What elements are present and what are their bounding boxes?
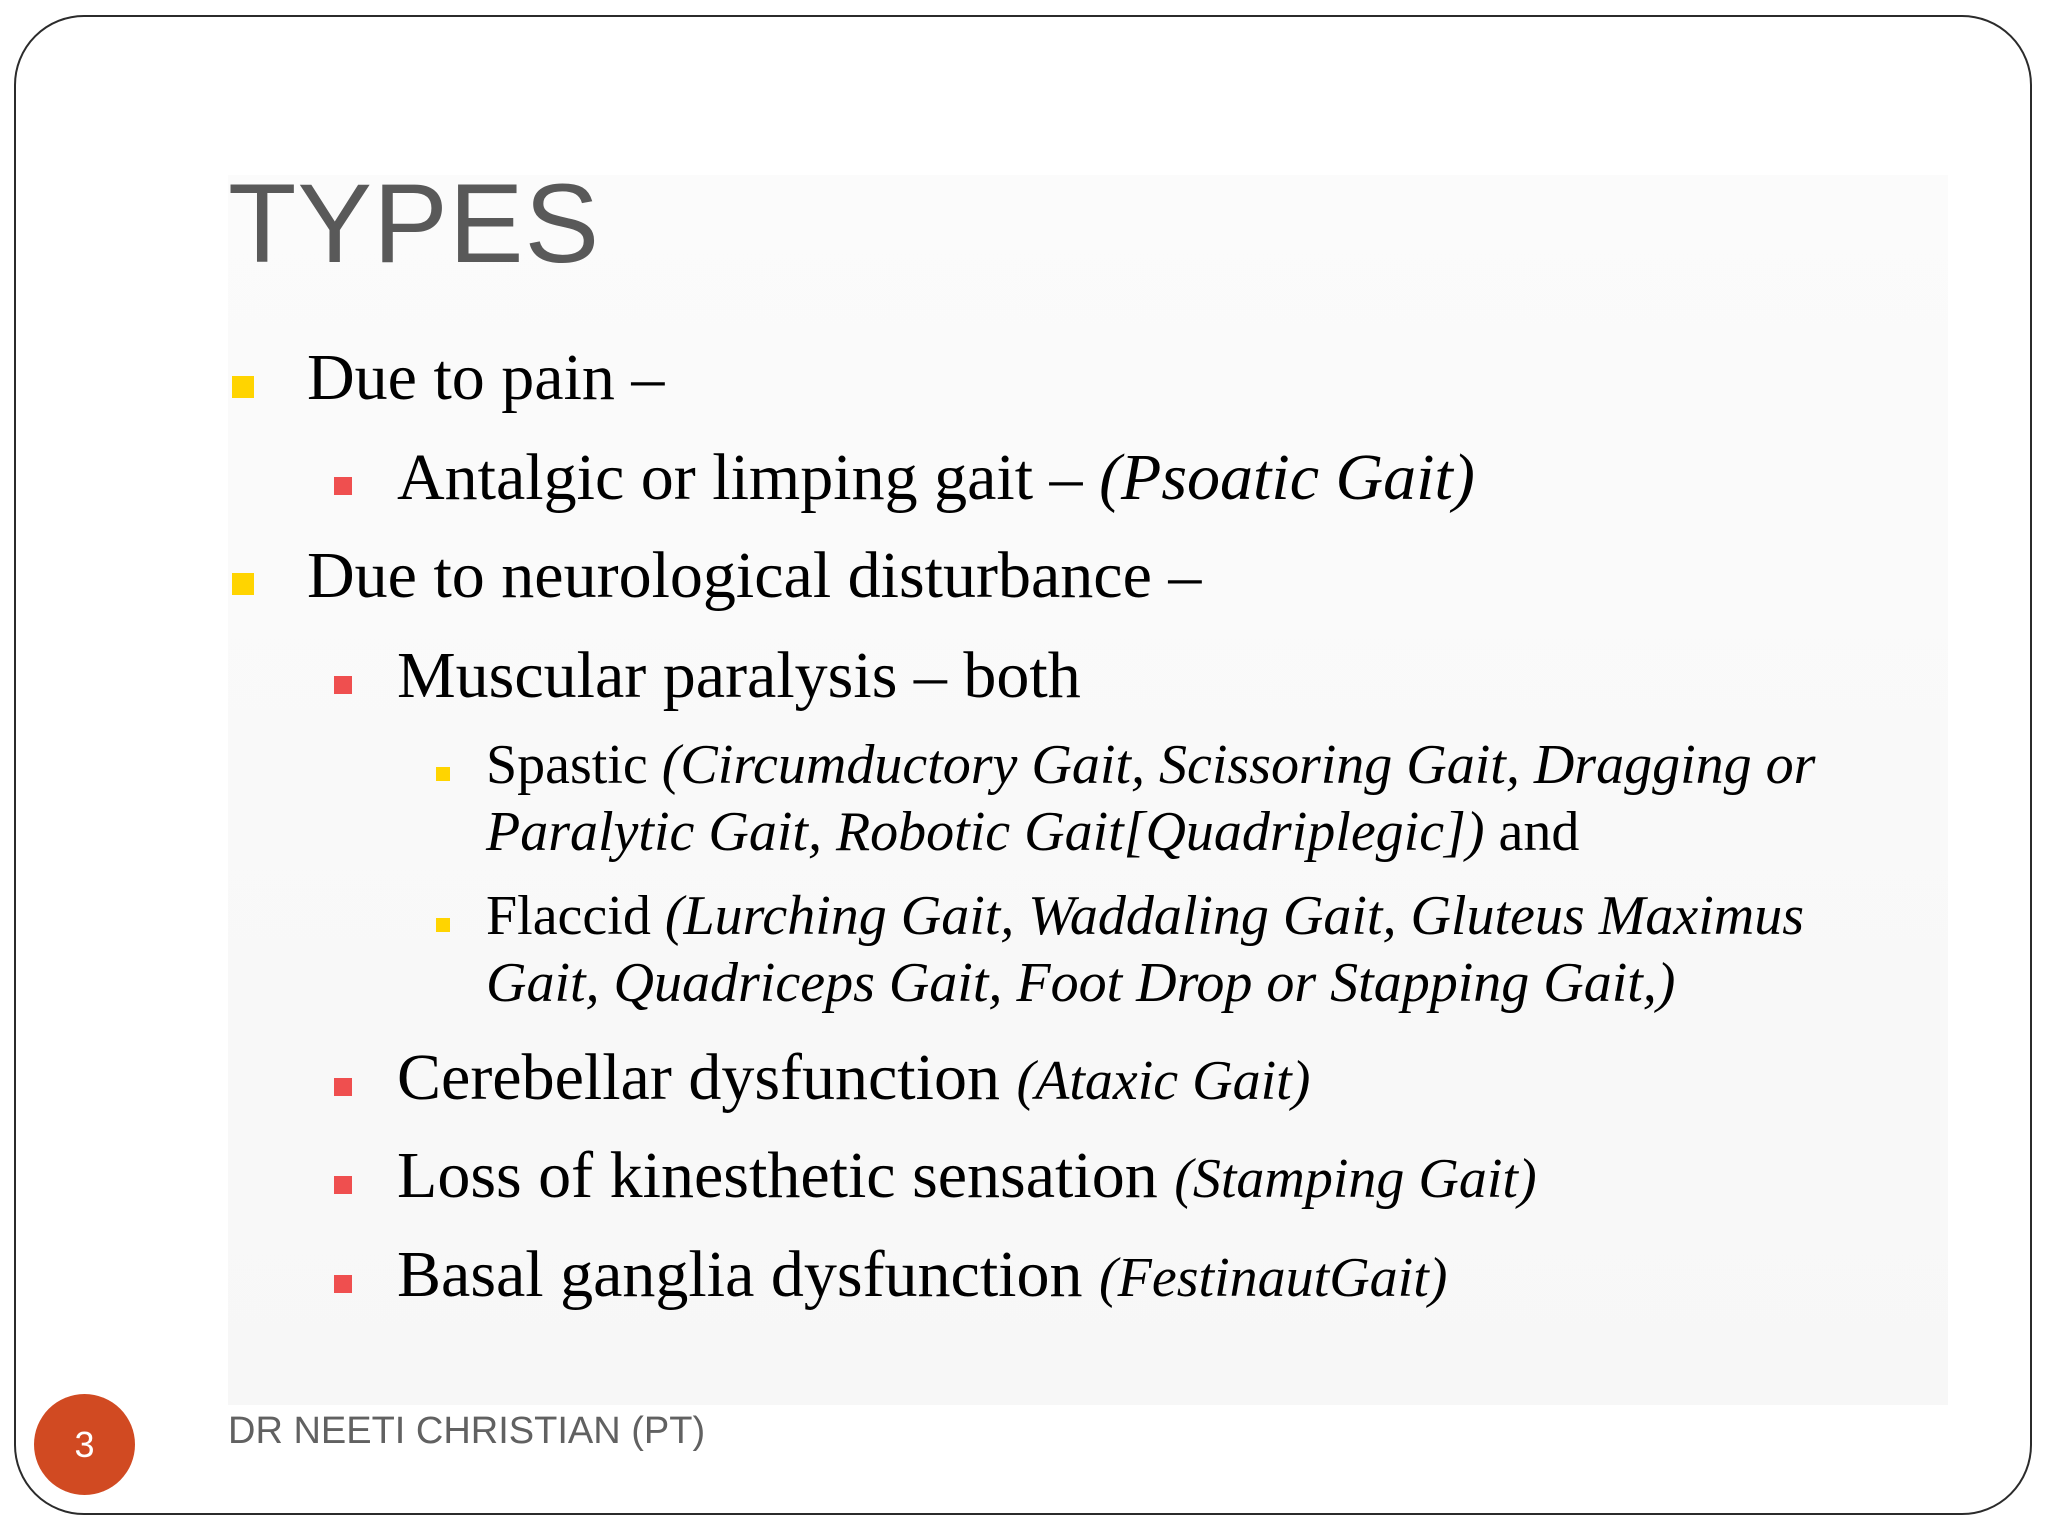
list-item-level3-continued: Paralytic Gait, Robotic Gait[Quadriplegic]) and xyxy=(486,801,1580,863)
list-item-level2: Basal ganglia dysfunction (FestinautGait) xyxy=(397,1238,1448,1311)
list-item-level1: Due to neurological disturbance – xyxy=(307,539,1202,612)
bullet-square-icon xyxy=(334,1176,352,1194)
bullet-square-icon xyxy=(334,1275,352,1293)
list-item-level2: Muscular paralysis – both xyxy=(397,639,1081,712)
list-item-level3: Spastic (Circumductory Gait, Scissoring Gait, Dragging or xyxy=(486,734,1816,796)
page-number-badge xyxy=(34,1394,135,1495)
list-item-level2: Loss of kinesthetic sensation (Stamping Gait) xyxy=(397,1139,1537,1212)
list-item-level2: Antalgic or limping gait – (Psoatic Gait) xyxy=(397,441,1475,514)
bullet-square-icon xyxy=(334,676,352,694)
list-item-level2: Cerebellar dysfunction (Ataxic Gait) xyxy=(397,1041,1311,1114)
list-item-level3: Flaccid (Lurching Gait, Waddaling Gait, Gluteus Maximus xyxy=(486,885,1804,947)
bullet-square-icon xyxy=(232,573,254,595)
page-number: 3 xyxy=(74,1423,95,1465)
bullet-square-icon xyxy=(334,1078,352,1096)
list-item-level1: Due to pain – xyxy=(307,341,665,414)
bullet-square-icon xyxy=(436,918,450,932)
bullet-square-icon xyxy=(334,477,352,495)
footer-author: DR NEETI CHRISTIAN (PT) xyxy=(228,1410,706,1452)
list-item-level3-continued: Gait, Quadriceps Gait, Foot Drop or Stapping Gait,) xyxy=(486,952,1676,1014)
slide-title: TYPES xyxy=(228,161,601,286)
bullet-square-icon xyxy=(232,376,254,398)
bullet-square-icon xyxy=(436,767,450,781)
